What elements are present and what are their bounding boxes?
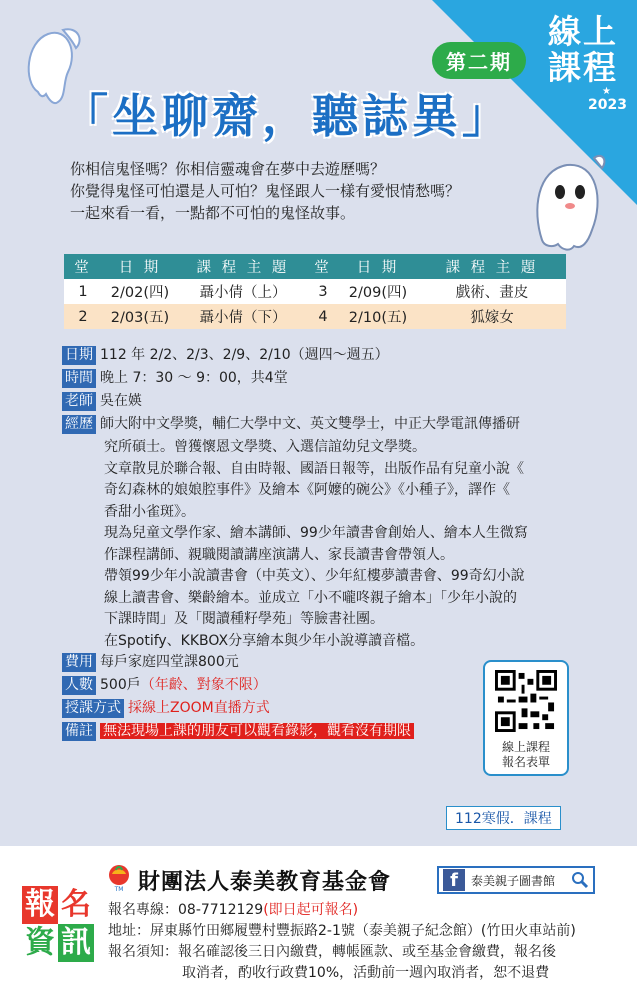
method-tag: 授課方式 (62, 699, 124, 718)
teacher-row (62, 391, 582, 412)
qr-caption: 報名表單 (501, 755, 550, 769)
count-tag: 人數 (62, 676, 96, 695)
note-value: 無法現場上課的朋友可以觀看錄影，觀看沒有期限 (100, 723, 414, 739)
winter-course-label: 112寒假．課程 (446, 806, 561, 830)
col-session: 堂 (308, 254, 338, 279)
experience-line: 師大附中文學獎，輔仁大學中文、英文雙學士，中正大學電訊傳播研 (100, 416, 520, 432)
table-row (64, 279, 566, 304)
facebook-label: 泰美親子圖書館 (471, 873, 556, 888)
experience-line: 奇幻森林的娘娘腔事件》及繪本《阿嬤的碗公》《小種子》，譯作《 (104, 482, 510, 498)
online-course-label (541, 14, 625, 86)
experience-line: 文章散見於聯合報、自由時報、國語日報等，出版作品有兒童小說《 (104, 460, 524, 477)
col-topic: 課 程 主 題 (418, 254, 566, 279)
teacher-value: 吳在媖 (100, 393, 142, 409)
teacher-tag: 老師 (62, 392, 96, 411)
schedule-table (64, 254, 566, 329)
topic-cell: 戲術、畫皮 (418, 279, 566, 304)
fee-tag: 費用 (62, 653, 96, 672)
date-cell: 2/09(四) (338, 279, 418, 304)
date-row (62, 345, 582, 366)
registration-details (108, 900, 628, 984)
date-tag: 日期 (62, 346, 96, 365)
count-value: 500戶 (100, 677, 141, 693)
heading-char: 訊 (58, 924, 94, 962)
online-line1: 線上 (548, 12, 618, 51)
page-title: 「坐聊齋，聽誌異」 (62, 89, 512, 143)
experience-line: 香甜小雀斑》。 (104, 503, 195, 520)
qr-card[interactable] (483, 660, 569, 776)
date-cell: 2/03(五) (102, 304, 178, 329)
session-cell: 1 (64, 279, 102, 304)
date-value: 112 年 2/2、2/3、2/9、2/10（週四～週五） (100, 347, 389, 363)
col-session: 堂 (64, 254, 102, 279)
experience-line: 究所碩士。曾獲懷恩文學獎、入選信誼幼兒文學獎。 (104, 439, 426, 455)
col-date: 日 期 (102, 254, 178, 279)
notice-line: 取消者，酌收行政費10%，活動前一週內取消者，恕不退費 (182, 965, 550, 981)
experience-line: 在Spotify、KKBOX分享繪本與少年小說導讀音檔。 (104, 632, 425, 649)
experience-row (62, 414, 582, 435)
qr-caption: 線上課程 (501, 740, 550, 754)
ghost-right-icon (522, 150, 612, 260)
date-cell: 2/02(四) (102, 279, 178, 304)
schedule-header-row (64, 254, 566, 279)
time-value: 晚上 7：30 ～ 9：00，共4堂 (100, 370, 288, 386)
session-cell: 2 (64, 304, 102, 329)
time-row (62, 368, 582, 389)
intro-line: 一起來看一看，一點都不可怕的鬼怪故事。 (70, 204, 356, 222)
heading-char: 名 (58, 886, 94, 924)
date-cell: 2/10(五) (338, 304, 418, 329)
col-date: 日 期 (338, 254, 418, 279)
fee-value: 每戶家庭四堂課800元 (100, 654, 239, 670)
experience-line: 帶領99少年小說讀書會（中英文）、少年紅樓夢讀書會、99奇幻小說 (104, 568, 525, 584)
online-line2: 課程 (548, 48, 618, 87)
heading-char: 資 (22, 924, 58, 962)
note-tag: 備註 (62, 722, 96, 741)
hotline-note: (即日起可報名) (263, 902, 359, 918)
intro-text (70, 158, 540, 224)
hotline: 報名專線：08-7712129 (108, 902, 264, 918)
method-value: 採線上ZOOM直播方式 (128, 700, 270, 716)
experience-tag: 經歷 (62, 415, 96, 434)
address-line: 地址：屏東縣竹田鄉履豐村豐振路2-1號（泰美親子紀念館）(竹田火車站前) (108, 923, 576, 939)
star-icon: ★ (602, 86, 611, 97)
experience-line: 線上讀書會、樂齡繪本。並成立「小不嚨咚親子繪本」「少年小說的 (104, 589, 517, 606)
topic-cell: 聶小倩（下） (178, 304, 308, 329)
notice-line: 報名須知：報名確認後三日內繳費，轉帳匯款、或至基金會繳費，報名後 (108, 944, 556, 960)
count-note: （年齡、對象不限） (140, 677, 267, 693)
table-row (64, 304, 566, 329)
topic-cell: 聶小倩（上） (178, 279, 308, 304)
qr-code-icon[interactable] (495, 670, 557, 732)
phase-badge: 第二期 (432, 42, 526, 79)
time-tag: 時間 (62, 369, 96, 388)
col-topic: 課 程 主 題 (178, 254, 308, 279)
year-label: 2023 (588, 97, 627, 113)
foundation-logo-icon (104, 862, 134, 892)
facebook-search-box[interactable] (437, 866, 595, 894)
experience-line: 現為兒童文學作家、繪本講師、99少年讀書會創始人、繪本人生微寫 (104, 525, 528, 541)
topic-cell: 狐嫁女 (418, 304, 566, 329)
session-cell: 4 (308, 304, 338, 329)
experience-line: 作課程講師、親職閱讀講座演講人、家長讀書會帶領人。 (104, 546, 454, 563)
session-cell: 3 (308, 279, 338, 304)
search-icon[interactable] (571, 871, 589, 889)
hotline-line (108, 900, 628, 921)
intro-line: 你覺得鬼怪可怕還是人可怕？鬼怪跟人一樣有愛恨情愁嗎？ (70, 182, 461, 200)
experience-line: 下課時間」及「閱讀種籽學苑」等臉書社團。 (104, 611, 384, 627)
foundation-name: 財團法人泰美教育基金會 (138, 869, 392, 895)
heading-char: 報 (22, 886, 58, 924)
logo-text: TM (114, 886, 124, 892)
intro-line: 你相信鬼怪嗎？你相信靈魂會在夢中去遊歷嗎？ (70, 160, 386, 178)
registration-info-heading (22, 886, 98, 962)
facebook-icon: f (443, 869, 465, 891)
